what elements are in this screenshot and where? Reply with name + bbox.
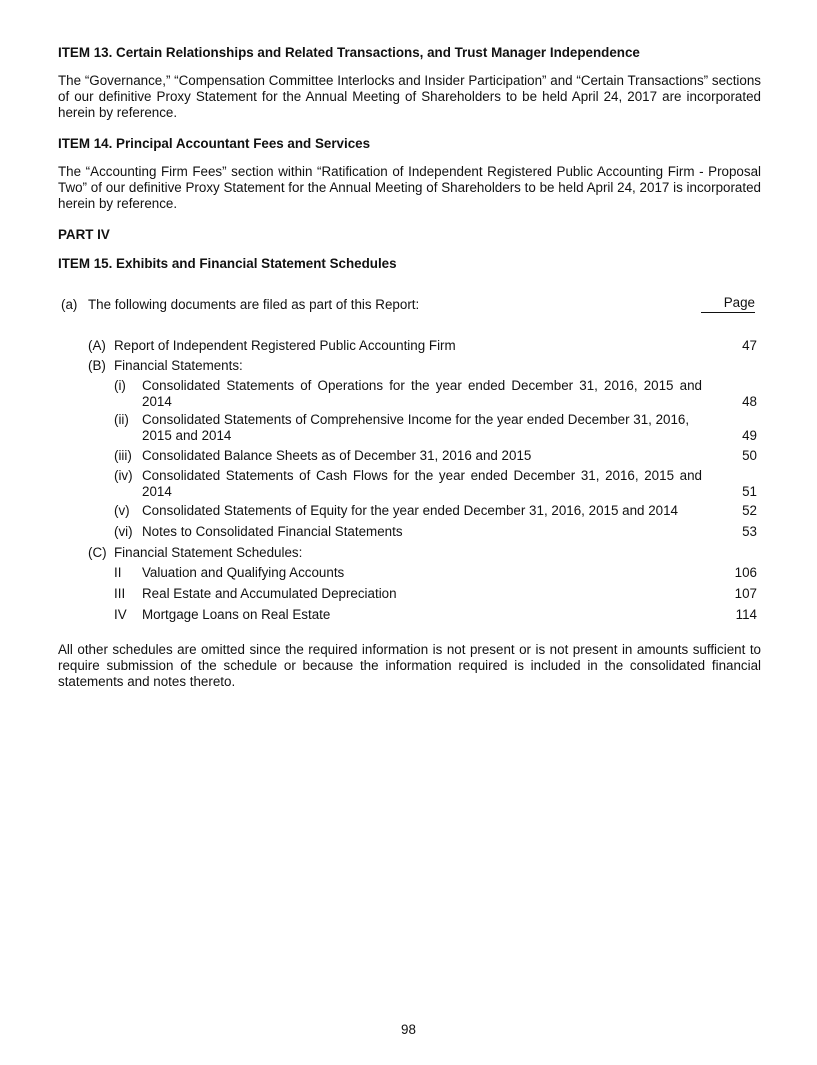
toc-entry-label: IV <box>114 607 127 622</box>
toc-entry <box>58 468 761 500</box>
toc-entry-page: 50 <box>742 448 757 463</box>
toc-entry <box>58 545 761 561</box>
toc-entry-label: (i) <box>114 378 126 393</box>
toc-entry-text: Report of Independent Registered Public Accounting Firm <box>114 338 456 353</box>
toc-entry <box>58 565 761 581</box>
toc-entry-text: Real Estate and Accumulated Depreciation <box>142 586 397 601</box>
toc-entry-page: 107 <box>734 586 757 601</box>
section-a-row <box>58 297 761 313</box>
toc-entry-text: Notes to Consolidated Financial Statements <box>142 524 403 539</box>
toc-entry-label: (ii) <box>114 412 129 427</box>
toc-entry-text: Consolidated Statements of Operations for the year ended December 31, 2016, 2015 and 2014 <box>142 378 702 409</box>
toc-entry-page: 106 <box>734 565 757 580</box>
toc-entry <box>58 378 761 410</box>
toc-entry-label: II <box>114 565 122 580</box>
toc-entry-text: Financial Statements: <box>114 358 243 373</box>
toc-entry-text: Consolidated Statements of Comprehensive Income for the year ended December 31, 2016, 2015 and 2014 <box>142 412 690 443</box>
closing-paragraph: All other schedules are omitted since the required information is not present or is not present in amounts sufficient to require submission of the schedule or because the information required is included in the consolidated financial statements and notes thereto. <box>58 642 761 689</box>
toc-entry <box>58 358 761 374</box>
section-a-label: (a) <box>61 297 78 312</box>
item-14-text: The “Accounting Firm Fees” section within “Ratification of Independent Registered Public Accounting Firm - Proposal Two” of our definitive Proxy Statement for the Annual Meeting of Shareholders to be held April 24, 2017 is incorporated herein by reference. <box>58 164 761 211</box>
toc-entry-label: III <box>114 586 126 601</box>
toc-entry-label: (iv) <box>114 468 133 483</box>
toc-entry <box>58 503 761 519</box>
toc-entry-page: 52 <box>742 503 757 518</box>
document-page <box>58 0 761 1065</box>
toc-entry-text: Consolidated Statements of Equity for the year ended December 31, 2016, 2015 and 2014 <box>142 503 678 518</box>
item-14-heading: ITEM 14. Principal Accountant Fees and Services <box>58 136 371 151</box>
item-13-heading: ITEM 13. Certain Relationships and Related Transactions, and Trust Manager Independence <box>58 45 640 60</box>
toc-entry <box>58 586 761 602</box>
toc-entry-page: 49 <box>742 428 757 443</box>
toc-entry-page: 47 <box>742 338 757 353</box>
toc-entry-label: (v) <box>114 503 130 518</box>
toc-entry-label: (C) <box>88 545 107 560</box>
toc-entry-label: (A) <box>88 338 106 353</box>
toc-entry-label: (iii) <box>114 448 132 463</box>
toc-entry-page: 114 <box>735 607 757 622</box>
page-column-header: Page <box>701 295 755 313</box>
item-15-heading: ITEM 15. Exhibits and Financial Statement Schedules <box>58 256 397 271</box>
part-iv-heading: PART IV <box>58 227 110 242</box>
toc-entry-text: Consolidated Balance Sheets as of December 31, 2016 and 2015 <box>142 448 532 463</box>
toc-entry-text: Mortgage Loans on Real Estate <box>142 607 331 622</box>
page-number: 98 <box>401 1022 416 1037</box>
toc-entry-page: 48 <box>742 394 757 409</box>
toc-entry <box>58 607 761 623</box>
toc-entry-page: 53 <box>742 524 757 539</box>
toc-entry <box>58 412 761 444</box>
toc-entry-label: (B) <box>88 358 106 373</box>
toc-entry <box>58 448 761 464</box>
toc-entry <box>58 524 761 540</box>
toc-entry-text: Valuation and Qualifying Accounts <box>142 565 345 580</box>
toc-entry-label: (vi) <box>114 524 133 539</box>
toc-entry <box>58 338 761 354</box>
section-a-text: The following documents are filed as part of this Report: <box>88 297 420 312</box>
toc-entry-page: 51 <box>742 484 757 499</box>
toc-entry-text: Consolidated Statements of Cash Flows for the year ended December 31, 2016, 2015 and 2014 <box>142 468 702 499</box>
toc-entry-text: Financial Statement Schedules: <box>114 545 303 560</box>
item-13-text: The “Governance,” “Compensation Committee Interlocks and Insider Participation” and “Certain Transactions” sections of our definitive Proxy Statement for the Annual Meeting of Shareholders to be held April 24, 2017 are incorporated herein by reference. <box>58 73 761 120</box>
